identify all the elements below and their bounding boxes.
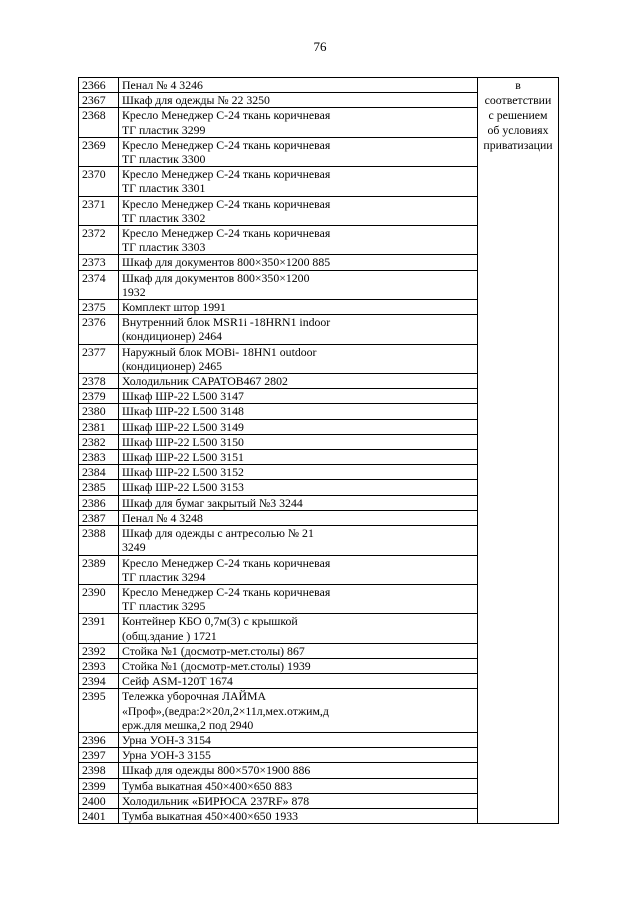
row-number: 2384 xyxy=(79,465,119,480)
table-row xyxy=(79,78,559,93)
row-number: 2395 xyxy=(79,689,119,733)
item-name: Шкаф для документов 800×350×1200 885 xyxy=(119,255,478,270)
item-name: Шкаф ШР-22 L500 3147 xyxy=(119,389,478,404)
row-number: 2383 xyxy=(79,450,119,465)
item-name: Шкаф ШР-22 L500 3152 xyxy=(119,465,478,480)
item-name: Кресло Менеджер С-24 ткань коричневая ТГ пластик 3301 xyxy=(119,167,478,196)
row-number: 2386 xyxy=(79,495,119,510)
row-number: 2373 xyxy=(79,255,119,270)
row-number: 2397 xyxy=(79,748,119,763)
row-number: 2398 xyxy=(79,763,119,778)
row-number: 2376 xyxy=(79,315,119,344)
row-number: 2382 xyxy=(79,434,119,449)
row-number: 2396 xyxy=(79,732,119,747)
row-number: 2391 xyxy=(79,614,119,643)
row-number: 2374 xyxy=(79,270,119,299)
row-number: 2389 xyxy=(79,555,119,584)
row-number: 2390 xyxy=(79,584,119,613)
row-number: 2385 xyxy=(79,480,119,495)
row-number: 2394 xyxy=(79,674,119,689)
row-number: 2377 xyxy=(79,344,119,373)
item-name: Шкаф для бумаг закрытый №3 3244 xyxy=(119,495,478,510)
item-name: Пенал № 4 3246 xyxy=(119,78,478,93)
row-number: 2367 xyxy=(79,93,119,108)
item-name: Тележка уборочная ЛАЙМА «Проф»,(ведра:2×20л,2×11л,мех.отжим,д ерж.для мешка,2 под 2940 xyxy=(119,689,478,733)
item-name: Кресло Менеджер С-24 ткань коричневая ТГ пластик 3303 xyxy=(119,226,478,255)
item-name: Наружный блок MOBi- 18HN1 outdoor (кондиционер) 2465 xyxy=(119,344,478,373)
row-number: 2387 xyxy=(79,510,119,525)
row-number: 2379 xyxy=(79,389,119,404)
row-number: 2369 xyxy=(79,137,119,166)
item-name: Стойка №1 (досмотр-мет.столы) 867 xyxy=(119,643,478,658)
item-name: Холодильник САРАТОВ467 2802 xyxy=(119,374,478,389)
item-name: Внутренний блок MSR1i -18HRN1 indoor (кондиционер) 2464 xyxy=(119,315,478,344)
item-name: Шкаф ШР-22 L500 3148 xyxy=(119,404,478,419)
row-number: 2392 xyxy=(79,643,119,658)
row-number: 2366 xyxy=(79,78,119,93)
item-name: Стойка №1 (досмотр-мет.столы) 1939 xyxy=(119,658,478,673)
row-number: 2380 xyxy=(79,404,119,419)
row-number: 2372 xyxy=(79,226,119,255)
item-name: Кресло Менеджер С-24 ткань коричневая ТГ пластик 3294 xyxy=(119,555,478,584)
item-name: Тумба выкатная 450×400×650 1933 xyxy=(119,808,478,823)
item-name: Тумба выкатная 450×400×650 883 xyxy=(119,778,478,793)
row-number: 2399 xyxy=(79,778,119,793)
item-name: Контейнер КБО 0,7м(3) с крышкой (общ.здание ) 1721 xyxy=(119,614,478,643)
row-number: 2400 xyxy=(79,793,119,808)
item-name: Пенал № 4 3248 xyxy=(119,510,478,525)
item-name: Шкаф ШР-22 L500 3151 xyxy=(119,450,478,465)
item-name: Шкаф для одежды № 22 3250 xyxy=(119,93,478,108)
item-name: Шкаф ШР-22 L500 3150 xyxy=(119,434,478,449)
item-name: Кресло Менеджер С-24 ткань коричневая ТГ пластик 3300 xyxy=(119,137,478,166)
item-name: Урна УОН-3 3155 xyxy=(119,748,478,763)
row-number: 2370 xyxy=(79,167,119,196)
item-name: Шкаф ШР-22 L500 3149 xyxy=(119,419,478,434)
row-number: 2371 xyxy=(79,196,119,225)
item-name: Сейф ASM-120T 1674 xyxy=(119,674,478,689)
row-number: 2401 xyxy=(79,808,119,823)
item-name: Урна УОН-3 3154 xyxy=(119,732,478,747)
row-number: 2375 xyxy=(79,300,119,315)
inventory-table-body xyxy=(79,78,559,824)
page-number: 76 xyxy=(313,39,327,54)
item-name: Шкаф для документов 800×350×1200 1932 xyxy=(119,270,478,299)
item-name: Кресло Менеджер С-24 ткань коричневая ТГ пластик 3299 xyxy=(119,108,478,137)
item-name: Холодильник «БИРЮСА 237RF» 878 xyxy=(119,793,478,808)
row-number: 2378 xyxy=(79,374,119,389)
item-name: Кресло Менеджер С-24 ткань коричневая ТГ пластик 3302 xyxy=(119,196,478,225)
inventory-table xyxy=(78,77,559,824)
privatization-note: в соответствии с решением об условиях приватизации xyxy=(478,78,559,824)
item-name: Шкаф для одежды 800×570×1900 886 xyxy=(119,763,478,778)
item-name: Шкаф для одежды с антресолью № 21 3249 xyxy=(119,526,478,555)
row-number: 2388 xyxy=(79,526,119,555)
item-name: Кресло Менеджер С-24 ткань коричневая ТГ пластик 3295 xyxy=(119,584,478,613)
row-number: 2368 xyxy=(79,108,119,137)
row-number: 2381 xyxy=(79,419,119,434)
item-name: Шкаф ШР-22 L500 3153 xyxy=(119,480,478,495)
item-name: Комплект штор 1991 xyxy=(119,300,478,315)
row-number: 2393 xyxy=(79,658,119,673)
